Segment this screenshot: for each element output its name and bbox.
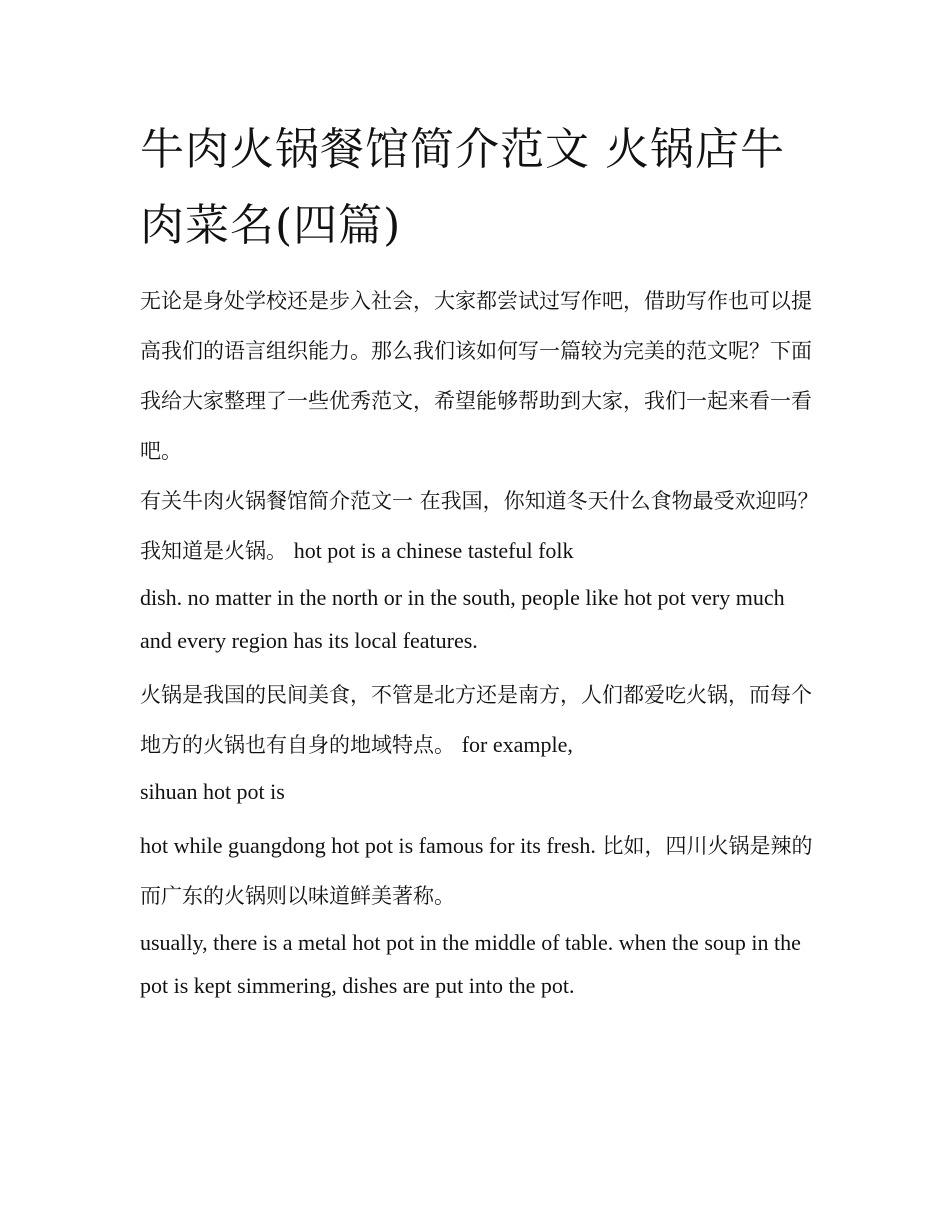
paragraph-three-english-text: hot while guangdong hot pot is famous for its fresh. xyxy=(140,833,596,858)
paragraph-three xyxy=(140,821,820,921)
paragraph-three-chinese-text: 比如，四川火锅是辣的而广东的火锅则以味道鲜美著称。 xyxy=(140,834,813,908)
document-page xyxy=(140,112,820,1007)
paragraph-two-chinese-text: 火锅是我国的民间美食，不管是北方还是南方，人们都爱吃火锅，而每个地方的火锅也有自身的地域特点。 xyxy=(140,683,812,757)
paragraph-two-english-continued: sihuan hot pot is xyxy=(140,779,285,804)
document-title: 牛肉火锅餐馆简介范文 火锅店牛肉菜名(四篇) xyxy=(140,124,785,251)
intro-paragraph: 无论是身处学校还是步入社会，大家都尝试过写作吧，借助写作也可以提高我们的语言组织能力。那么我们该如何写一篇较为完美的范文呢？下面我给大家整理了一些优秀范文，希望能够帮助到大家，我们一起来看一看吧。 xyxy=(140,289,812,463)
paragraph-four-english: usually, there is a metal hot pot in the middle of table. when the soup in the xyxy=(140,930,801,955)
section-one-paragraph xyxy=(140,476,820,576)
section-one-english-text: hot pot is a chinese tasteful folk xyxy=(293,538,574,563)
section-one-chinese-text: 有关牛肉火锅餐馆简介范文一 在我国，你知道冬天什么食物最受欢迎吗？我知道是火锅。 xyxy=(140,489,819,563)
section-one-english-end: and every region has its local features. xyxy=(140,628,478,653)
paragraph-two xyxy=(140,670,820,770)
paragraph-four-english-end: pot is kept simmering, dishes are put into the pot. xyxy=(140,973,575,998)
section-one-english-continued: dish. no matter in the north or in the south, people like hot pot very much xyxy=(140,585,785,610)
paragraph-two-english-text: for example, xyxy=(461,732,573,757)
